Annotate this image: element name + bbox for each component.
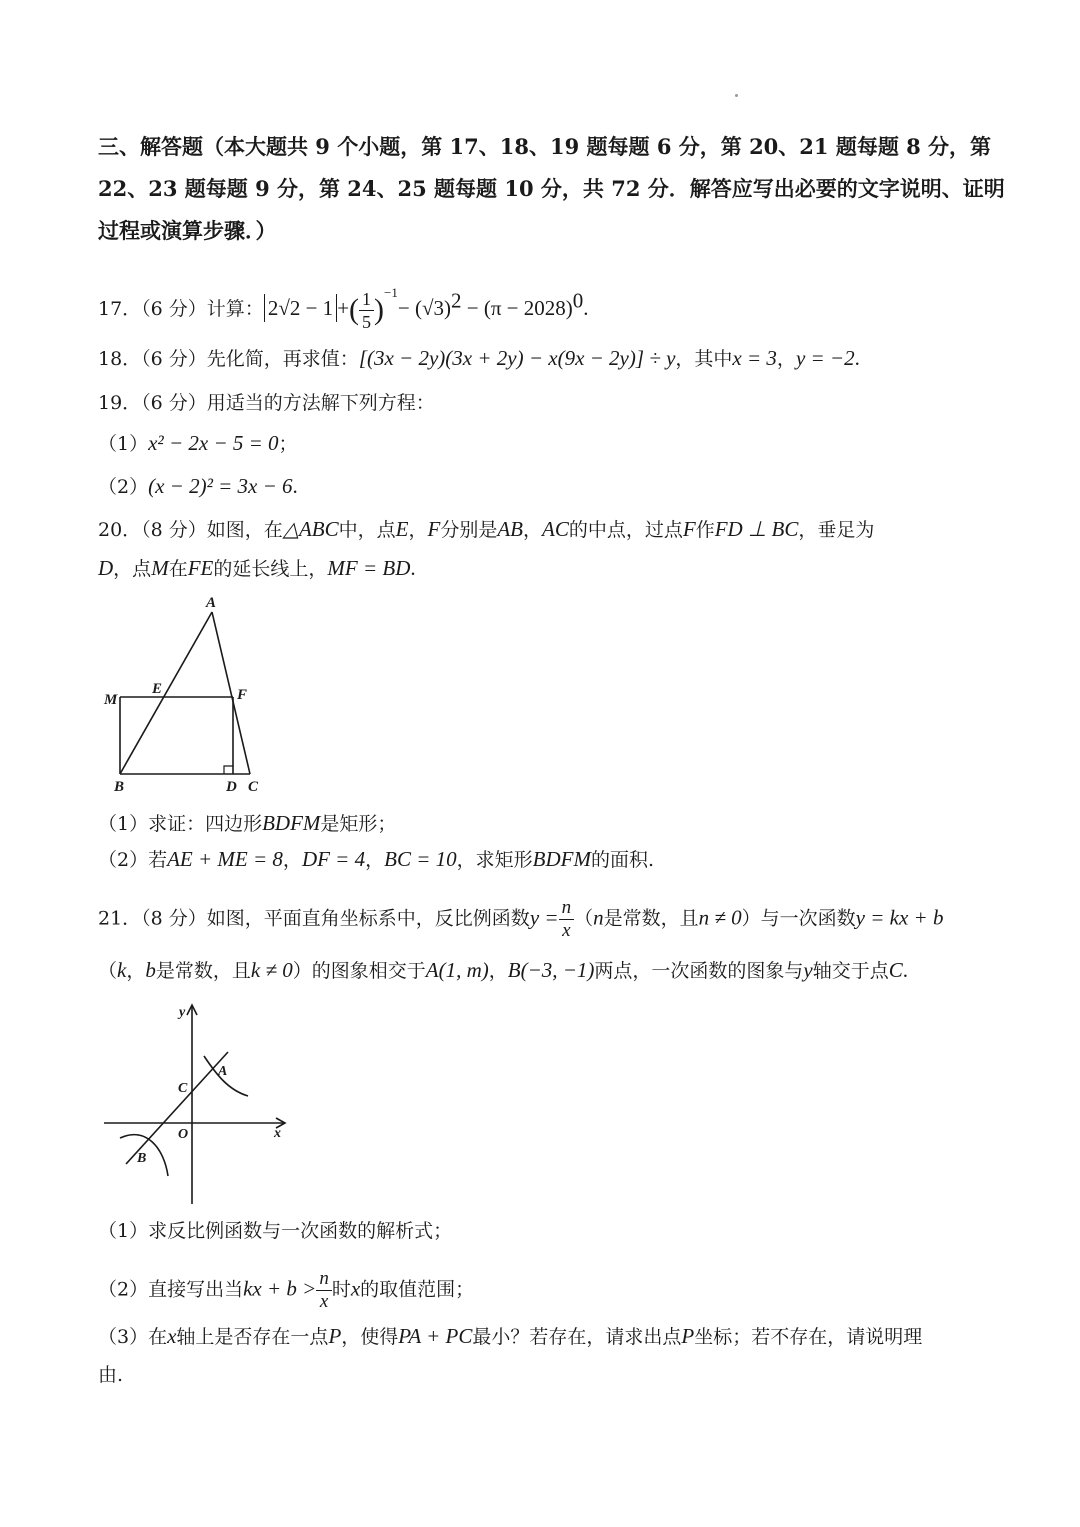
q20-text-b: 中，点 bbox=[338, 519, 396, 541]
label-c: C bbox=[248, 779, 259, 795]
q21-p3-text-b: 轴上是否存在一点 bbox=[176, 1326, 329, 1348]
q21-text-d: ）与一次函数 bbox=[741, 907, 856, 930]
q20-point-m: M bbox=[151, 556, 169, 580]
q20-text-g: ，点 bbox=[113, 558, 152, 580]
q21-point-c: C bbox=[888, 958, 903, 982]
q21-part-2 bbox=[98, 1268, 474, 1313]
q21-p3-text-e: 坐标；若不存在，请说明理 bbox=[694, 1326, 923, 1348]
q17-square: 2 bbox=[450, 288, 462, 313]
q17-lparen: ( bbox=[349, 293, 360, 326]
q20-p2-quad: BDFM bbox=[532, 847, 591, 871]
q19-p1-equation: x² − 2x − 5 = 0 bbox=[148, 431, 279, 455]
q21-part-3 bbox=[98, 1323, 922, 1350]
q21-p3-text-d: 最小？若存在，请求出点 bbox=[472, 1326, 682, 1348]
q21-text-b: （ bbox=[574, 907, 594, 930]
q20-perpendicular: FD ⊥ BC bbox=[714, 517, 799, 541]
q20-p2-end: 的面积. bbox=[590, 849, 655, 871]
q19-p2-equation: (x − 2)² = 3x − 6 bbox=[148, 474, 293, 498]
q21-p2-frac-x: x bbox=[319, 1291, 329, 1312]
section-header-line-3: 过程或演算步骤．） bbox=[98, 218, 277, 243]
question-20-line-1 bbox=[98, 516, 874, 543]
q20-text-a: 20．（8 分）如图，在 bbox=[98, 519, 283, 541]
label-b: B bbox=[137, 1151, 147, 1166]
label-a: A bbox=[206, 595, 217, 611]
q21-p3-point-p: P bbox=[328, 1324, 342, 1348]
q21-p3-x: x bbox=[167, 1324, 177, 1348]
q20-p1-label: （1）求证：四边形 bbox=[98, 813, 263, 835]
label-o: O bbox=[178, 1127, 189, 1142]
q21-p2-inequality: kx + b > bbox=[243, 1276, 317, 1301]
q20-part-1 bbox=[98, 810, 396, 837]
question-19: 19．（6 分）用适当的方法解下列方程： bbox=[98, 392, 435, 414]
q17-exponent-neg1: −1 bbox=[384, 285, 398, 300]
q21-p2-fraction bbox=[316, 1268, 332, 1313]
q21-part-1: （1）求反比例函数与一次函数的解析式； bbox=[98, 1220, 453, 1242]
q20-sep-1: ， bbox=[408, 519, 428, 541]
q21-n-neq: n ≠ 0 bbox=[698, 905, 742, 930]
q20-equality: MF = BD bbox=[327, 556, 411, 580]
label-a: A bbox=[218, 1064, 228, 1079]
q20-p1-end: 是矩形； bbox=[320, 813, 397, 835]
q20-text-f: ，垂足为 bbox=[798, 519, 875, 541]
q20-segment-fe: FE bbox=[187, 556, 214, 580]
q21-y-equals: y = bbox=[529, 905, 559, 930]
question-21-line-1 bbox=[98, 897, 943, 942]
q21-n: n bbox=[593, 905, 604, 930]
q21-point-b: B(−3, −1) bbox=[507, 958, 595, 982]
label-c: C bbox=[178, 1081, 188, 1096]
q21-linear: y = kx + b bbox=[855, 905, 944, 930]
right-angle-mark bbox=[224, 766, 233, 774]
q17-fraction bbox=[359, 288, 374, 333]
question-17 bbox=[98, 280, 589, 333]
label-y: y bbox=[179, 1005, 186, 1020]
q21-text-e: （ bbox=[98, 960, 118, 982]
label-d: D bbox=[226, 779, 237, 795]
q18-expression: [(3x − 2y)(3x + 2y) − x(9x − 2y)] ÷ y bbox=[358, 346, 676, 370]
q17-frac-den: 5 bbox=[362, 311, 372, 332]
q21-k-neq: k ≠ 0 bbox=[250, 958, 293, 982]
q19-p1-label: （1） bbox=[98, 433, 149, 455]
q21-p2-text-c: 的取值范围； bbox=[360, 1278, 475, 1301]
q20-p2-sep-2: ， bbox=[365, 849, 385, 871]
q21-p3-point-p-2: P bbox=[681, 1324, 695, 1348]
q21-text-i: ， bbox=[488, 960, 508, 982]
q20-segment-ac: AC bbox=[542, 517, 569, 541]
question-18 bbox=[98, 345, 860, 372]
q19-p2-label: （2） bbox=[98, 476, 149, 498]
q21-p3-sum: PA + PC bbox=[398, 1324, 473, 1348]
q20-figure-lines bbox=[120, 612, 250, 774]
q21-frac-x: x bbox=[562, 920, 571, 941]
q17-rparen: ) bbox=[374, 293, 385, 326]
q17-zero-exp: 0 bbox=[572, 288, 584, 313]
q18-mid: ，其中 bbox=[675, 348, 733, 370]
q21-coordinate-figure bbox=[100, 1000, 295, 1210]
q21-fraction bbox=[559, 897, 575, 942]
label-f: F bbox=[237, 687, 248, 703]
q21-p2-frac-n: n bbox=[316, 1268, 332, 1291]
q21-part-3-line-2: 由. bbox=[98, 1364, 124, 1386]
label-b: B bbox=[114, 779, 125, 795]
q20-point-d: D bbox=[98, 556, 114, 580]
label-m: M bbox=[104, 692, 118, 708]
q21-b: b bbox=[145, 958, 156, 982]
q20-p2-cond-2: DF = 4 bbox=[301, 847, 366, 871]
q17-end: . bbox=[583, 296, 589, 320]
q19-part-1 bbox=[98, 430, 298, 457]
q19-part-2 bbox=[98, 473, 298, 500]
question-21-line-2 bbox=[98, 957, 908, 984]
q21-text-k: 轴交于点 bbox=[812, 960, 889, 982]
q20-point-e: E bbox=[395, 517, 409, 541]
q17-frac-num: 1 bbox=[359, 288, 374, 311]
q20-text-i: 的延长线上， bbox=[213, 558, 328, 580]
q20-p2-mid: ，求矩形 bbox=[456, 849, 533, 871]
q20-point-f-2: F bbox=[682, 517, 696, 541]
q20-p1-quad: BDFM bbox=[262, 811, 321, 835]
q17-prefix: 17．（6 分）计算： bbox=[98, 298, 264, 320]
label-x: x bbox=[274, 1126, 281, 1141]
q21-end: . bbox=[902, 958, 909, 982]
q21-text-h: ）的图象相交于 bbox=[292, 960, 426, 982]
q21-p3-text-c: ，使得 bbox=[341, 1326, 399, 1348]
q18-sep: ， bbox=[776, 348, 796, 370]
q21-p2-text-b: 时 bbox=[331, 1278, 351, 1301]
q19-p2-end: . bbox=[292, 474, 298, 498]
q18-cond-x: x = 3 bbox=[732, 346, 777, 370]
q20-part-2 bbox=[98, 846, 654, 873]
q20-text-d: 的中点，过点 bbox=[568, 519, 683, 541]
q17-sqrt3: − (√3) bbox=[397, 296, 451, 320]
scan-speck bbox=[735, 94, 738, 97]
q20-geometry-figure bbox=[96, 592, 276, 797]
q18-prefix: 18．（6 分）先化简，再求值： bbox=[98, 348, 359, 370]
q20-segment-ab: AB bbox=[497, 517, 523, 541]
section-header-line-1: 三、解答题（本大题共 9 个小题，第 17、18、19 题每题 6 分，第 20、21 题每题 8 分，第 bbox=[98, 134, 992, 159]
q20-end: . bbox=[410, 556, 416, 580]
q20-text-c: 分别是 bbox=[440, 519, 498, 541]
q20-sep-2: ， bbox=[522, 519, 542, 541]
q20-p2-cond-1: AE + ME = 8 bbox=[167, 847, 283, 871]
q17-plus: + bbox=[337, 296, 350, 320]
q21-text-j: 两点，一次函数的图象与 bbox=[594, 960, 804, 982]
q20-p2-cond-3: BC = 10 bbox=[384, 847, 457, 871]
q18-end: . bbox=[854, 346, 860, 370]
q20-p2-label: （2）若 bbox=[98, 849, 168, 871]
q17-pi-term: − (π − 2028) bbox=[461, 296, 573, 320]
q21-text-a: 21．（8 分）如图，平面直角坐标系中，反比例函数 bbox=[98, 907, 530, 930]
q21-k: k bbox=[117, 958, 127, 982]
q20-p2-sep-1: ， bbox=[282, 849, 302, 871]
q21-text-g: 是常数，且 bbox=[155, 960, 251, 982]
q21-text-f: ， bbox=[126, 960, 146, 982]
q17-abs-value: 2√2 − 1 bbox=[264, 294, 337, 322]
q21-text-c: 是常数，且 bbox=[603, 907, 699, 930]
section-header-line-2: 22、23 题每题 9 分，第 24、25 题每题 10 分，共 72 分．解答应写出必要的文字说明、证明 bbox=[98, 176, 1005, 201]
q20-text-e: 作 bbox=[695, 519, 715, 541]
q20-triangle: △ABC bbox=[282, 517, 339, 541]
question-20-line-2 bbox=[98, 555, 416, 582]
q21-y-axis-var: y bbox=[803, 958, 813, 982]
q21-p3-text-a: （3）在 bbox=[98, 1326, 168, 1348]
q21-p2-text-a: （2）直接写出当 bbox=[98, 1278, 244, 1301]
q21-frac-n: n bbox=[559, 897, 575, 920]
label-e: E bbox=[152, 681, 163, 697]
q21-p2-var: x bbox=[350, 1276, 361, 1301]
q20-point-f: F bbox=[427, 517, 441, 541]
q20-text-h: 在 bbox=[168, 558, 188, 580]
q19-p1-end: ； bbox=[278, 433, 298, 455]
segment-ab bbox=[120, 612, 212, 774]
q21-point-a: A(1, m) bbox=[425, 958, 489, 982]
q18-cond-y: y = −2 bbox=[795, 346, 855, 370]
